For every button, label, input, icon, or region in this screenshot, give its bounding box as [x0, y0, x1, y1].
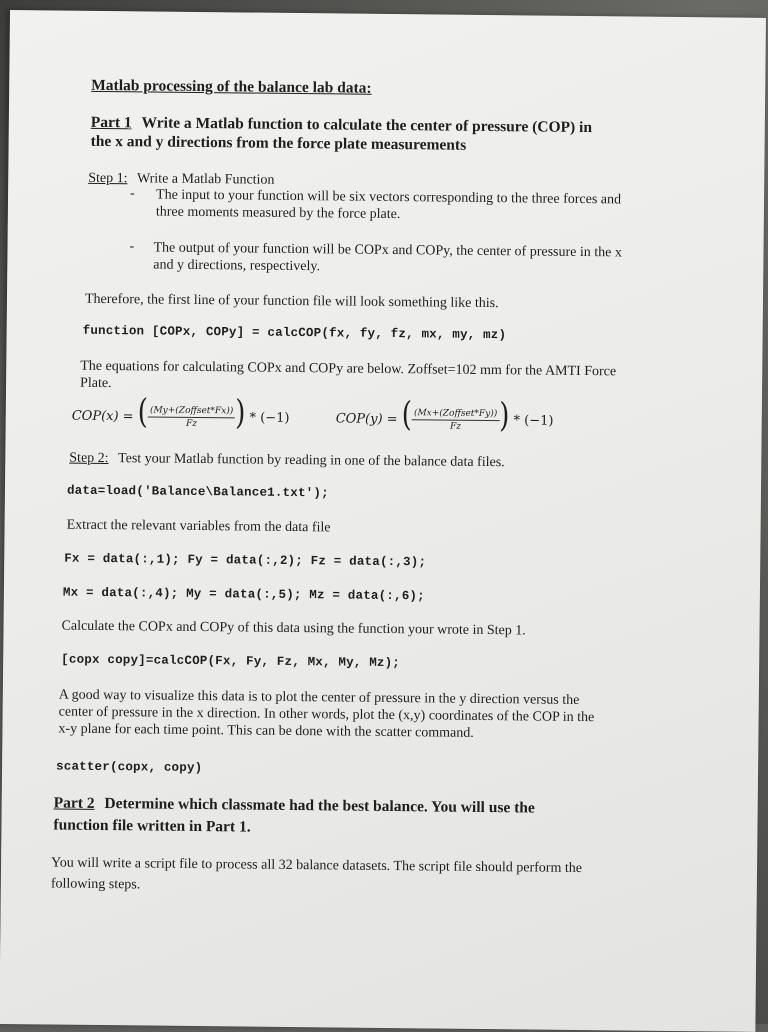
step1-line	[88, 171, 274, 189]
paren-close-icon: )	[499, 396, 510, 436]
step1-label: Step 1:	[88, 170, 128, 187]
bullet-1-line2: three moments measured by the force plate.	[155, 204, 401, 223]
part2-heading-line1	[54, 795, 535, 818]
copx-denominator: Fz	[185, 418, 198, 429]
copy-fraction	[412, 408, 500, 432]
paren-open-icon: (	[137, 392, 149, 432]
copx-tail: * (−1)	[249, 410, 290, 426]
bullet-2-line1: The output of your function will be COPx and COPy, the center of pressure in the x	[153, 240, 622, 261]
visualize-line3: x-y plane for each time point. This can be done with the scatter command.	[58, 721, 474, 741]
part1-heading-line2: the x and y directions from the force plate measurements	[90, 132, 467, 154]
step2-label: Step 2:	[69, 450, 109, 467]
part1-heading-text: Write a Matlab function to calculate the center of pressure (COP) in	[141, 114, 593, 137]
therefore-text: Therefore, the first line of your function file will look something like this.	[84, 291, 499, 312]
force-code: Fx = data(:,1); Fy = data(:,2); Fz = data(:,3);	[64, 551, 427, 570]
call-code: [copx copy]=calcCOP(Fx, Fy, Fz, Mx, My, Mz);	[61, 652, 401, 671]
paren-open-icon: (	[401, 395, 413, 435]
step2-line	[69, 451, 505, 472]
copy-denominator: Fz	[449, 421, 462, 432]
function-signature-code: function [COPx, COPy] = calcCOP(fx, fy, fz, mx, my, mz)	[82, 323, 507, 343]
moment-code: Mx = data(:,4); My = data(:,5); Mz = data(:,6);	[62, 585, 425, 604]
visualize-line2: center of pressure in the x direction. In other words, plot the (x,y) coordinates of the COP in the	[58, 704, 595, 726]
step1-text: Write a Matlab Function	[136, 171, 275, 188]
document-title: Matlab processing of the balance lab data:	[91, 76, 372, 97]
document-page	[0, 10, 766, 1032]
extract-text: Extract the relevant variables from the data file	[66, 517, 331, 536]
part2-label: Part 2	[53, 794, 95, 812]
bullet-dash-icon: -	[129, 239, 135, 255]
copy-tail: * (−1)	[513, 413, 554, 429]
copx-equation	[71, 392, 290, 433]
bullet-1-line1: The input to your function will be six vectors corresponding to the three forces and	[155, 187, 622, 208]
copy-lhs: COP(y) =	[335, 411, 398, 428]
script-line1: You will write a script file to process all 32 balance datasets. The script file should perform the	[50, 855, 583, 877]
script-line2: following steps.	[50, 876, 141, 893]
copx-numerator: (My+(Zoffset*Fx))	[148, 405, 235, 418]
paren-close-icon: )	[235, 393, 246, 433]
part1-label: Part 1	[90, 113, 132, 132]
equations-intro-line2: Plate.	[80, 375, 112, 392]
part2-heading-line2: function file written in Part 1.	[53, 816, 251, 836]
equations-intro-line1: The equations for calculating COPx and COPy are below. Zoffset=102 mm for the AMTI Force	[80, 358, 617, 380]
copx-lhs: COP(x) =	[71, 408, 134, 425]
scatter-code: scatter(copx, copy)	[56, 759, 203, 776]
copy-numerator: (Mx+(Zoffset*Fy))	[412, 408, 499, 421]
load-code: data=load('Balance\Balance1.txt');	[66, 483, 329, 501]
visualize-line1: A good way to visualize this data is to plot the center of pressure in the y direction versus the	[58, 687, 580, 709]
bullet-dash-icon: -	[130, 186, 135, 202]
copy-equation	[335, 395, 554, 436]
step2-text: Test your Matlab function by reading in one of the balance data files.	[118, 451, 505, 471]
calculate-text: Calculate the COPx and COPy of this data using the function your wrote in Step 1.	[61, 618, 526, 639]
copx-fraction	[148, 405, 236, 429]
bullet-2-line2: and y directions, respectively.	[153, 257, 321, 275]
part2-heading-text: Determine which classmate had the best balance. You will use the	[104, 795, 535, 817]
